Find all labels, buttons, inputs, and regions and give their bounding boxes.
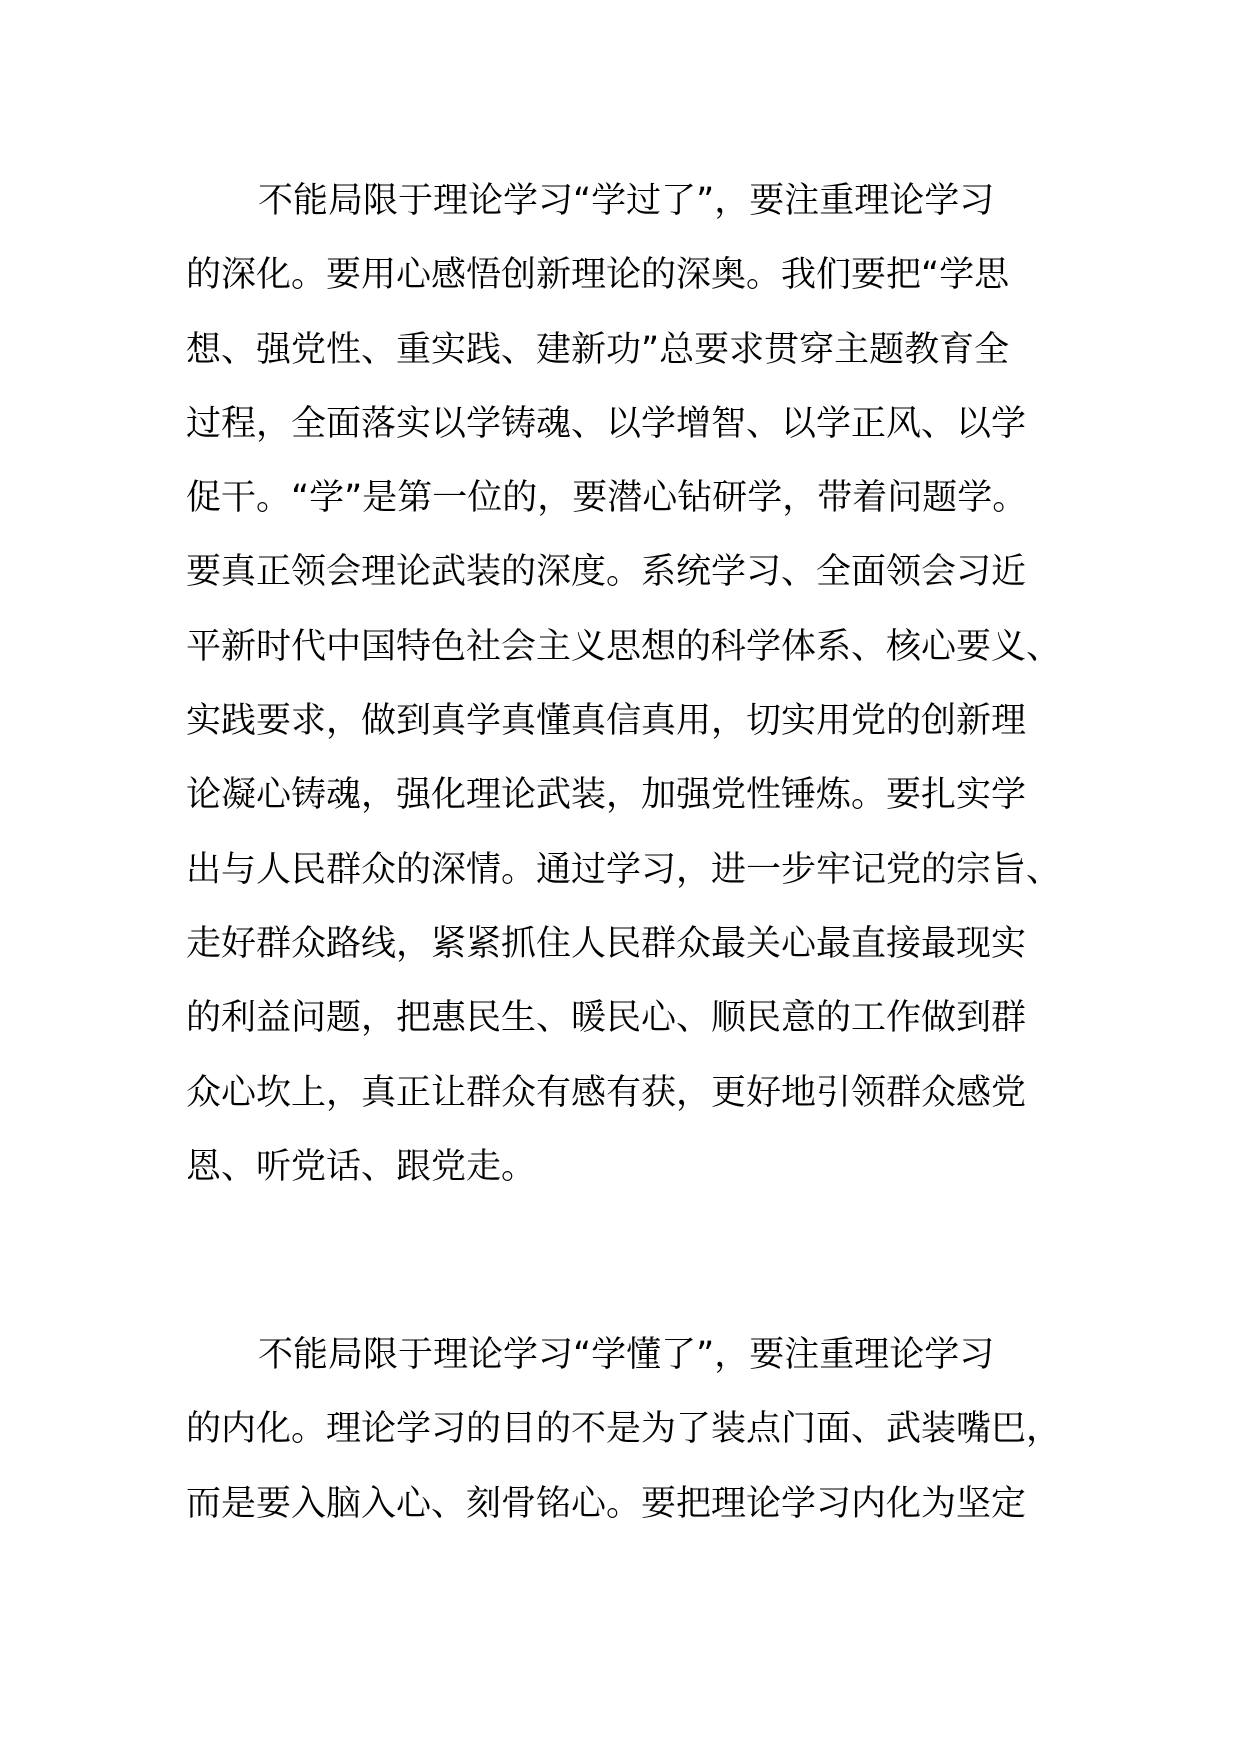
text-line: 的利益问题，把惠民生、暖民心、顺民意的工作做到群	[186, 998, 1027, 1039]
text-line: 众心坎上，真正让群众有感有获，更好地引领群众感党	[186, 1072, 1027, 1113]
text-line: 想、强党性、重实践、建新功”总要求贯穿主题教育全	[186, 329, 1010, 370]
text-line: 的内化。理论学习的目的不是为了装点门面、武装嘴巴，	[186, 1409, 1062, 1450]
text-line: 平新时代中国特色社会主义思想的科学体系、核心要义、	[186, 626, 1062, 667]
text-line: 走好群众路线，紧紧抓住人民群众最关心最直接最现实	[186, 923, 1027, 964]
text-line: 的深化。要用心感悟创新理论的深奥。我们要把“学思	[186, 255, 1010, 296]
text-line: 论凝心铸魂，强化理论武装，加强党性锤炼。要扎实学	[186, 775, 1027, 816]
text-line: 促干。“学”是第一位的，要潜心钻研学，带着问题学。	[186, 478, 1028, 519]
paragraph-1	[186, 164, 1086, 1204]
text-line: 过程，全面落实以学铸魂、以学增智、以学正风、以学	[186, 403, 1027, 444]
text-line: 恩、听党话、跟党走。	[186, 1146, 537, 1187]
text-line: 要真正领会理论武装的深度。系统学习、全面领会习近	[186, 552, 1027, 593]
text-line: 而是要入脑入心、刻骨铭心。要把理论学习内化为坚定	[186, 1483, 1027, 1524]
text-line: 实践要求，做到真学真懂真信真用，切实用党的创新理	[186, 701, 1027, 742]
text-line: 不能局限于理论学习“学懂了”，要注重理论学习	[258, 1335, 995, 1375]
text-line: 出与人民群众的深情。通过学习，进一步牢记党的宗旨、	[186, 849, 1062, 890]
paragraph-2	[186, 1318, 1086, 1541]
text-line: 不能局限于理论学习“学过了”，要注重理论学习	[258, 181, 995, 221]
